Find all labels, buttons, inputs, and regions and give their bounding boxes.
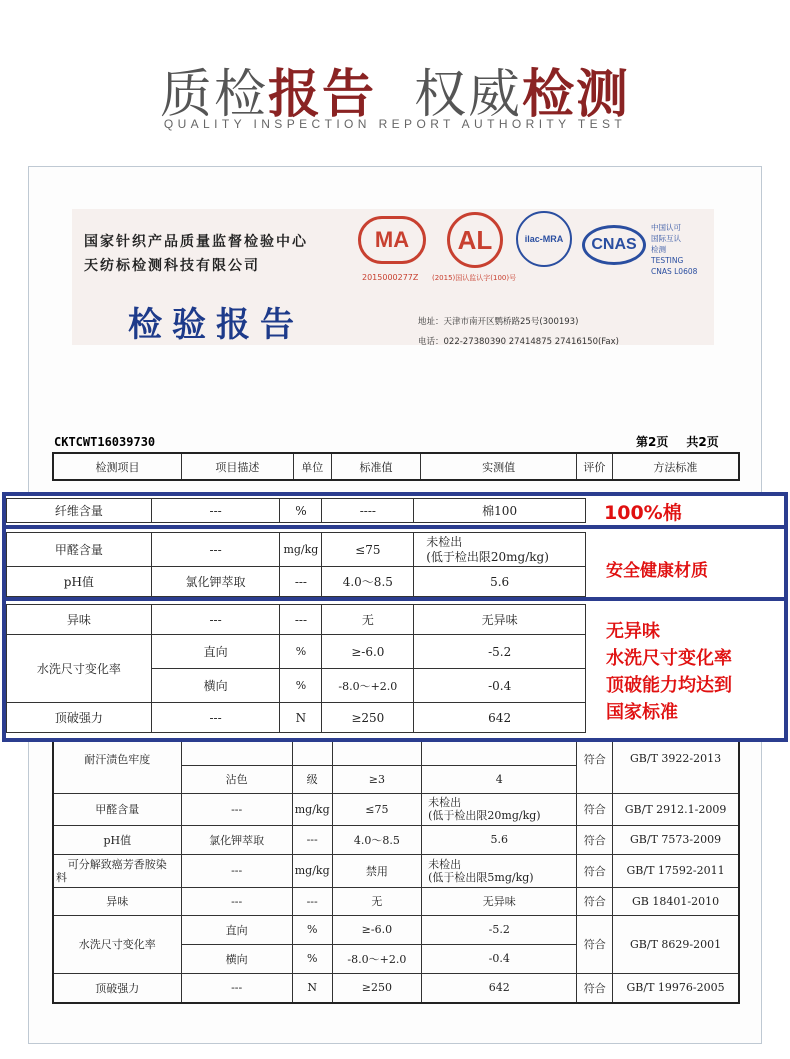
note-standards: 无异味 水洗尺寸变化率 顶破能力均达到 国家标准 [606, 621, 732, 723]
cma-number: 2015000277Z [362, 273, 419, 282]
table-row [7, 499, 586, 523]
cell-value: 4 [422, 765, 577, 793]
table-row [7, 567, 586, 597]
header-cell: 方法标准 [612, 453, 739, 480]
cell-unit: --- [280, 605, 322, 635]
cell-eval: 符合 [577, 825, 613, 854]
page-subtitle: QUALITY INSPECTION REPORT AUTHORITY TEST [163, 117, 627, 131]
table-row [7, 533, 586, 567]
header-cell: 评价 [576, 453, 612, 480]
cell-item: 异味 [7, 605, 152, 635]
cell-std: -8.0～+2.0 [322, 669, 414, 703]
cma-logo: MA [358, 216, 426, 264]
cell-value: 未检出 (低于检出限20mg/kg) [422, 793, 577, 825]
cell-value: 未检出 (低于检出限20mg/kg) [414, 533, 586, 567]
cell-std: ≥250 [322, 703, 414, 733]
cell-eval: 符合 [577, 973, 613, 1003]
cell-std: ≤75 [322, 533, 414, 567]
cal-number: (2015)国认监认字(100)号 [432, 274, 517, 282]
cell-std: ≥-6.0 [332, 915, 422, 944]
lab-phone: 电话：022-27380390 27414875 27416150(Fax) [418, 337, 619, 347]
highlight-panel [2, 492, 788, 742]
header-cell: 标准值 [331, 453, 421, 480]
page-indicator: 第2页 共2页 [636, 435, 719, 449]
cell-value: 642 [422, 973, 577, 1003]
table-row [53, 793, 739, 825]
cell-value: 642 [414, 703, 586, 733]
cell-unit: % [280, 669, 322, 703]
cell-unit: % [280, 635, 322, 669]
table-row [7, 635, 586, 669]
title-part-2: 报告 [267, 65, 376, 125]
ilac-mra-logo: ilac-MRA [516, 211, 572, 267]
cell-unit: --- [292, 825, 332, 854]
cell-value: -5.2 [422, 915, 577, 944]
title-part-1: 质检 [159, 65, 268, 125]
cell-std: ≥250 [332, 973, 422, 1003]
cell-eval: 符合 [577, 793, 613, 825]
cell-item: 甲醛含量 [7, 533, 152, 567]
table-row [53, 973, 739, 1003]
cell-method: GB/T 7573-2009 [613, 825, 739, 854]
cell-desc: 横向 [181, 944, 292, 973]
cell-unit: mg/kg [280, 533, 322, 567]
page-title [0, 52, 790, 127]
cell-unit: mg/kg [292, 793, 332, 825]
cell-std: ≤75 [332, 793, 422, 825]
cell-unit: --- [292, 887, 332, 915]
cell-value: 5.6 [414, 567, 586, 597]
cell-desc: 氯化钾萃取 [181, 825, 292, 854]
cal-logo: AL [447, 212, 503, 268]
cell-value: 未检出 (低于检出限5mg/kg) [422, 854, 577, 887]
cell-unit: % [292, 944, 332, 973]
cell-item: 异味 [53, 887, 181, 915]
cell-desc: --- [181, 793, 292, 825]
cell-unit: N [280, 703, 322, 733]
cell-item: 顶破强力 [7, 703, 152, 733]
cell-desc: 直向 [181, 915, 292, 944]
report-number: CKTCWT16039730 [54, 435, 156, 449]
cell-std: 4.0～8.5 [332, 825, 422, 854]
cell-desc: 氯化钾萃取 [151, 567, 280, 597]
cell-desc: --- [151, 703, 280, 733]
cell-value: 棉100 [414, 499, 586, 523]
cell-method: GB 18401-2010 [613, 887, 739, 915]
cell-desc: 直向 [151, 635, 280, 669]
panel-divider [6, 525, 784, 529]
cell-unit: mg/kg [292, 854, 332, 887]
header-cell: 检测项目 [53, 453, 182, 480]
cell-item: 耐汗渍色牢度 [53, 739, 181, 793]
panel-divider [6, 597, 784, 601]
table-row [53, 887, 739, 915]
cell-value: -0.4 [414, 669, 586, 703]
org-name-1: 国家针织产品质量监督检验中心 [84, 234, 308, 250]
cell-unit: --- [280, 567, 322, 597]
cell-eval: 符合 [577, 887, 613, 915]
title-part-3: 权威 [414, 65, 523, 125]
cell-std: 无 [322, 605, 414, 635]
org-name-2: 天纺标检测科技有限公司 [84, 258, 260, 274]
table-row [7, 605, 586, 635]
cell-desc: --- [181, 887, 292, 915]
cell-unit: % [280, 499, 322, 523]
cell-item: 水洗尺寸变化率 [7, 635, 152, 703]
cell-std: 无 [332, 887, 422, 915]
cell-eval: 符合 [577, 854, 613, 887]
cell-desc: --- [151, 605, 280, 635]
cell-std: ≥3 [332, 765, 422, 793]
header-cell: 实测值 [421, 453, 577, 480]
cell-method: GB/T 8629-2001 [613, 915, 739, 973]
cell-method: GB/T 19976-2005 [613, 973, 739, 1003]
report-table-body [52, 738, 740, 1004]
cell-unit: N [292, 973, 332, 1003]
cell-std: ---- [322, 499, 414, 523]
fiber-table [6, 498, 586, 523]
cell-value: 无异味 [414, 605, 586, 635]
cell-eval: 符合 [577, 739, 613, 793]
cell-std: 禁用 [332, 854, 422, 887]
cell-value: 5.6 [422, 825, 577, 854]
cell-method: GB/T 3922-2013 [613, 739, 739, 793]
cell-item: 纤维含量 [7, 499, 152, 523]
header-cell: 项目描述 [182, 453, 294, 480]
cell-item: 可分解致癌芳香胺染 料 [53, 854, 181, 887]
lab-address: 地址：天津市南开区鹦桥路25号(300193) [418, 317, 579, 327]
cell-item: pH值 [53, 825, 181, 854]
cell-desc: 沾色 [181, 765, 292, 793]
cell-desc: 横向 [151, 669, 280, 703]
cell-method: GB/T 2912.1-2009 [613, 793, 739, 825]
title-part-4: 检测 [522, 65, 631, 125]
report-title: 检验报告 [128, 305, 304, 345]
cell-value: -5.2 [414, 635, 586, 669]
cell-std: -8.0～+2.0 [332, 944, 422, 973]
note-safe-material: 安全健康材质 [606, 561, 708, 581]
cell-value: -0.4 [422, 944, 577, 973]
table-row [7, 703, 586, 733]
cell-value: 无异味 [422, 887, 577, 915]
header-cell: 单位 [293, 453, 331, 480]
table-row [53, 854, 739, 887]
cell-desc: --- [181, 973, 292, 1003]
note-cotton: 100%棉 [604, 502, 682, 524]
cell-item: pH值 [7, 567, 152, 597]
cell-unit: % [292, 915, 332, 944]
cell-eval: 符合 [577, 915, 613, 973]
cell-std: 4.0～8.5 [322, 567, 414, 597]
cnas-logo: CNAS [582, 225, 646, 265]
report-table-header [52, 452, 740, 481]
cell-item: 顶破强力 [53, 973, 181, 1003]
cell-item: 水洗尺寸变化率 [53, 915, 181, 973]
cell-method: GB/T 17592-2011 [613, 854, 739, 887]
table-row [53, 825, 739, 854]
safety-table [6, 532, 586, 597]
cell-desc: --- [151, 533, 280, 567]
cnas-text: 中国认可 国际互认 检测 TESTING CNAS L0608 [651, 223, 698, 276]
cell-desc: --- [151, 499, 280, 523]
table-row [53, 915, 739, 944]
cell-item: 甲醛含量 [53, 793, 181, 825]
cell-desc: --- [181, 854, 292, 887]
cell-std: ≥-6.0 [322, 635, 414, 669]
performance-table [6, 604, 586, 733]
cell-unit: 级 [292, 765, 332, 793]
